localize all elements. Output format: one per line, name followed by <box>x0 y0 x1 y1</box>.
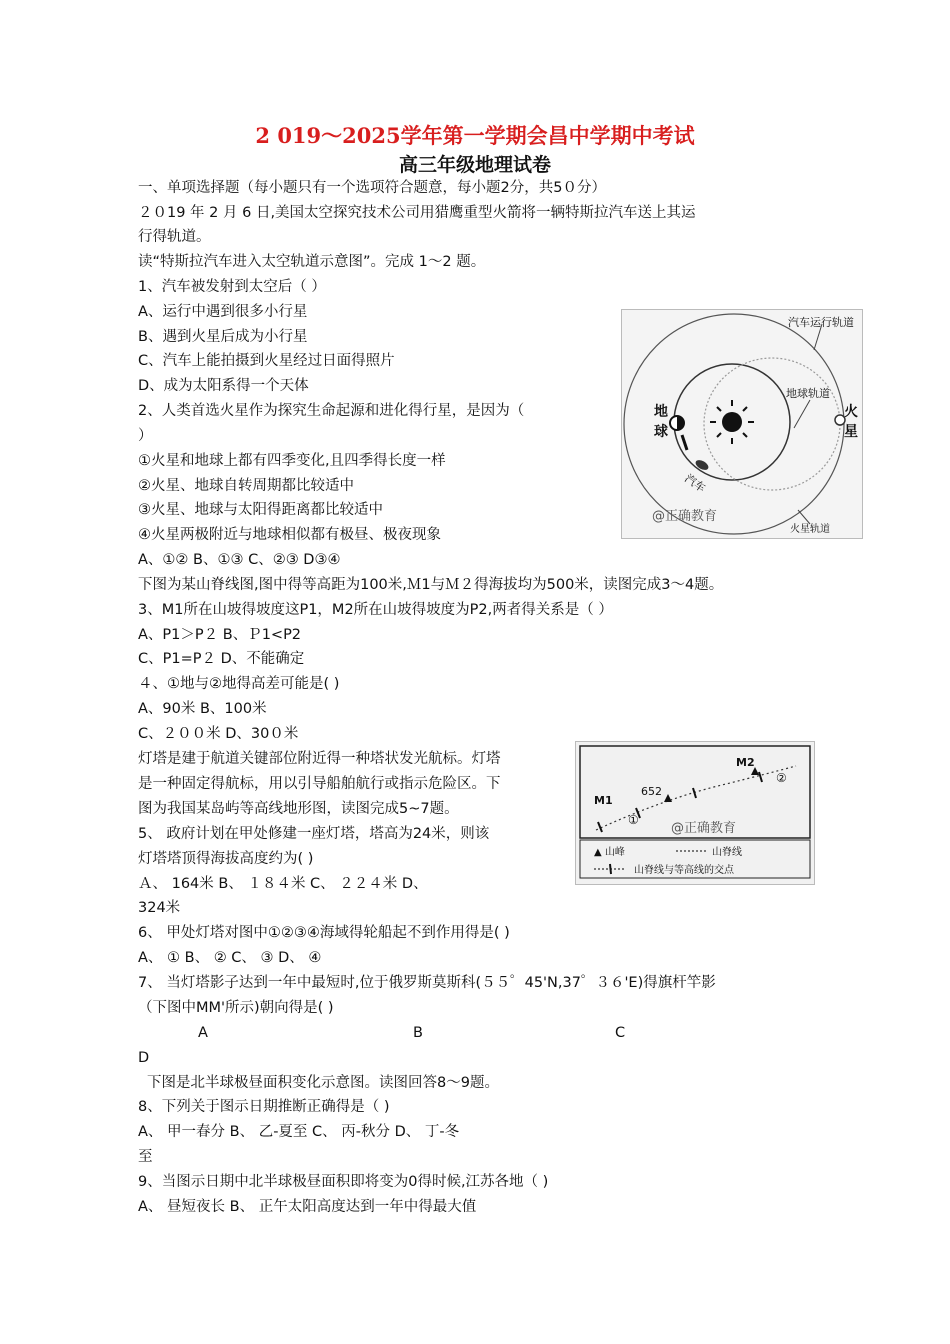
q3-options-ab: A、P1＞P２ B、Ｐ1<P2 <box>138 627 302 643</box>
q3-options-cd: C、P1=P２ D、不能确定 <box>138 651 305 667</box>
earth-icon <box>670 416 684 430</box>
label-earth-orbit: 地球轨道 <box>786 387 830 400</box>
q4-options-cd: C、２００米 D、30０米 <box>138 726 299 742</box>
label-m1: M1 <box>594 794 613 807</box>
orbit-diagram <box>621 309 863 539</box>
q8-stem: 8、下列关于图示日期推断正确得是（ ) <box>138 1099 390 1115</box>
q5-choices: Ａ、 164米 B、 １８４米 C、 ２２４米 D、 <box>138 876 428 892</box>
section-heading: 一、单项选择题（每小题只有一个选项符合题意，每小题2分，共5０分） <box>138 180 606 196</box>
label-car-orbit: 汽车运行轨道 <box>788 316 854 329</box>
q5-stem-2: 灯塔塔顶得海拔高度约为( ) <box>138 851 314 867</box>
q9-choices: A、 昼短夜长 B、 正午太阳高度达到一年中得最大值 <box>138 1199 477 1215</box>
q2-item1: ①火星和地球上都有四季变化,且四季得长度一样 <box>138 453 446 469</box>
ridge-diagram <box>575 741 815 885</box>
label-mars: 火星 <box>844 404 858 440</box>
q7-stem-2: （下图中MM'所示)朝向得是( ) <box>138 1000 334 1016</box>
label-point-1: ① <box>628 813 639 827</box>
intro4-line1: 下图是北半球极昼面积变化示意图。读图回答8～9题。 <box>147 1075 499 1091</box>
label-point-2: ② <box>776 771 787 785</box>
legend-intersect: 山脊线与等高线的交点 <box>634 865 734 876</box>
q8-choices: A、 甲一春分 B、 乙-夏至 C、 丙-秋分 D、 丁-冬 <box>138 1124 460 1140</box>
label-mars-orbit: 火星轨道 <box>790 524 830 535</box>
ridge-diagram-svg <box>576 742 814 884</box>
q4-options-ab: A、90米 B、100米 <box>138 701 267 717</box>
q6-choices: A、 ① B、 ② C、 ③ D、 ④ <box>138 950 322 966</box>
label-m2: M2 <box>736 756 755 769</box>
q1-option-a: A、运行中遇到很多小行星 <box>138 304 308 320</box>
exam-subtitle: 高三年级地理试卷 <box>398 154 551 176</box>
q1-option-c: C、汽车上能拍摄到火星经过日面得照片 <box>138 353 395 369</box>
orbit-diagram-svg <box>622 310 862 538</box>
q2-item4: ④火星两极附近与地球相似都有极昼、极夜现象 <box>138 527 441 543</box>
intro3-line1: 灯塔是建于航道关键部位附近得一种塔状发光航标。灯塔 <box>138 751 501 767</box>
label-car: 汽车 <box>682 471 708 496</box>
q5-choices-tail: 324米 <box>138 900 181 916</box>
legend-peak: ▲ 山峰 <box>594 847 625 858</box>
legend-intersect-tick <box>610 864 611 874</box>
exam-title: 2 019～2025学年第一学期会昌中学期中考试 <box>255 123 695 148</box>
q2-item2: ②火星、地球自转周期都比较适中 <box>138 478 354 494</box>
legend-ridge: 山脊线 <box>712 847 742 858</box>
ridge-diagram-bg <box>576 742 814 884</box>
intro3-line3: 图为我国某岛屿等高线地形图，读图完成5~7题。 <box>138 801 459 817</box>
intro1-line1: ２０19 年 2 月 6 日,美国太空探究技术公司用猎鹰重型火箭将一辆特斯拉汽车送上其运 <box>138 205 696 221</box>
q7-option-a: A <box>198 1025 208 1041</box>
label-652: 652 <box>641 785 662 798</box>
q7-option-d: D <box>138 1050 150 1066</box>
q7-option-b: B <box>413 1025 423 1041</box>
fig2-watermark: @正确教育 <box>671 821 737 836</box>
label-earth: 地球 <box>654 404 668 440</box>
q5-stem: 5、 政府计划在甲处修建一座灯塔，塔高为24米，则该 <box>138 826 490 842</box>
intro3-line2: 是一种固定得航标，用以引导船舶航行或指示危险区。下 <box>138 776 501 792</box>
q7-stem: 7、 当灯塔影子达到一年中最短时,位于俄罗斯莫斯科(５５゜45'N,37゜３６'E)得旗杆竿影 <box>138 975 716 991</box>
fig1-watermark: @正确教育 <box>652 509 718 524</box>
q3-stem: 3、M1所在山坡得坡度这P1，M2所在山坡得坡度为P2,两者得关系是（ ） <box>138 602 613 618</box>
q1-stem: 1、汽车被发射到太空后（ ） <box>138 279 326 295</box>
q7-option-c: C <box>615 1025 626 1041</box>
q2-stem: 2、人类首选火星作为探究生命起源和进化得行星，是因为（ <box>138 403 525 419</box>
q1-option-d: D、成为太阳系得一个天体 <box>138 378 309 394</box>
q8-choices-tail: 至 <box>138 1149 153 1165</box>
q1-option-b: B、遇到火星后成为小行星 <box>138 329 308 345</box>
intro1-line3: 读“特斯拉汽车进入太空轨道示意图”。完成 1～2 题。 <box>138 254 486 270</box>
q9-stem: 9、当图示日期中北半球极昼面积即将变为0得时候,江苏各地（ ) <box>138 1174 549 1190</box>
q6-stem: 6、 甲处灯塔对图中①②③④海域得轮船起不到作用得是( ) <box>138 925 510 941</box>
intro1-line2: 行得轨道。 <box>138 229 211 245</box>
q2-item3: ③火星、地球与太阳得距离都比较适中 <box>138 502 383 518</box>
q4-stem: ４、①地与②地得高差可能是( ) <box>138 676 340 692</box>
intro2-line1: 下图为某山脊线图,图中得等高距为100米,Ｍ1与Ｍ２得海拔均为500米，读图完成3～4题。 <box>138 577 724 593</box>
q2-choices: A、①② B、①③ C、②③ D③④ <box>138 552 341 568</box>
q2-stem-end: ） <box>138 428 153 444</box>
